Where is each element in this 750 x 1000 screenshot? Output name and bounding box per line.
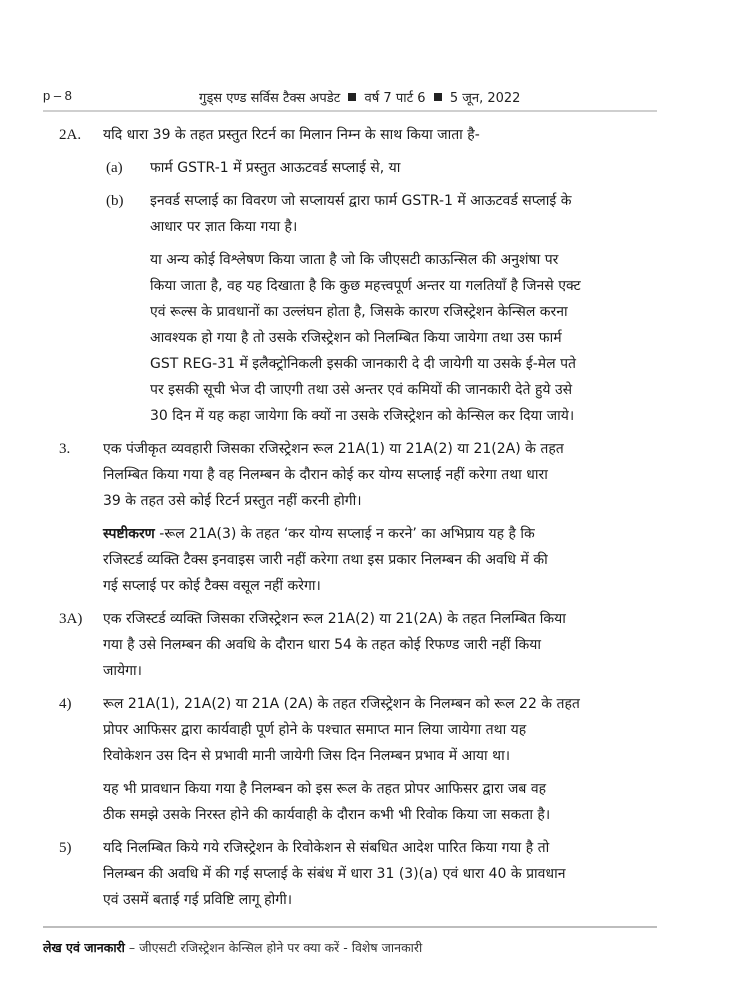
text-line: आधार पर ज्ञात किया गया है। bbox=[150, 219, 298, 235]
explanation-text bbox=[103, 521, 688, 599]
clause-number: (b) bbox=[106, 193, 124, 209]
footer-label: लेख एवं जानकारी bbox=[43, 940, 125, 955]
explanation-label: स्पष्टीकरण bbox=[103, 526, 155, 542]
text-line: 30 दिन में यह कहा जायेगा कि क्यों ना उसके रजिस्ट्रेशन को केन्सिल कर दिया जाये। bbox=[150, 408, 575, 424]
section-text bbox=[103, 691, 688, 769]
page-header bbox=[43, 88, 657, 108]
text-line: यदि निलम्बित किये गये रजिस्ट्रेशन के रिवोकेशन से संबधित आदेश पारित किया गया है तो bbox=[103, 840, 550, 856]
section-text bbox=[103, 436, 688, 514]
clause-b bbox=[0, 188, 750, 240]
text-line: या अन्य कोई विश्लेषण किया जाता है जो कि जीएसटी काऊन्सिल की अनुशंषा पर bbox=[150, 252, 559, 268]
clause-text bbox=[150, 155, 690, 181]
section-text bbox=[103, 122, 688, 148]
explanation-paragraph bbox=[0, 521, 750, 599]
running-title bbox=[199, 88, 520, 106]
page-footer-area bbox=[43, 926, 657, 956]
header-divider bbox=[43, 110, 657, 112]
text-line: किया जाता है, वह यह दिखाता है कि कुछ महत्त्वपूर्ण अन्तर या गलतियाँ है जिनसे एक्ट bbox=[150, 278, 581, 294]
text-line: यह भी प्रावधान किया गया है निलम्बन को इस रूल के तहत प्रोपर आफिसर द्वारा जब वह bbox=[103, 781, 547, 797]
text-line: यदि धारा 39 के तहत प्रस्तुत रिटर्न का मिलान निम्न के साथ किया जाता है- bbox=[103, 127, 480, 143]
text-line: एक पंजीकृत व्यवहारी जिसका रजिस्ट्रेशन रूल 21A(1) या 21A(2) या 21(2A) के तहत bbox=[103, 441, 564, 457]
section-number: 2A. bbox=[59, 127, 82, 143]
text-span: -रूल 21A(3) के तहत ‘कर योग्य सप्लाई न करने’ का अभिप्राय यह है कि bbox=[154, 526, 535, 542]
section-number: 4) bbox=[59, 696, 72, 712]
text-line: पर इसकी सूची भेज दी जाएगी तथा उसे अन्तर एवं कमियों की जानकारी देते हुये उसे bbox=[150, 382, 573, 398]
paragraph-text bbox=[150, 247, 690, 429]
footer-separator: – bbox=[124, 940, 140, 955]
text-line: प्रोपर आफिसर द्वारा कार्यवाही पूर्ण होने के पश्चात समाप्त मान लिया जायेगा तथा यह bbox=[103, 722, 527, 738]
text-line: रूल 21A(1), 21A(2) या 21A (2A) के तहत रजिस्ट्रेशन के निलम्बन को रूल 22 के तहत bbox=[103, 696, 580, 712]
page-footer bbox=[43, 939, 657, 956]
section-4 bbox=[0, 691, 750, 769]
text-line: आवश्यक हो गया है तो उसके रजिस्ट्रेशन को निलम्बित किया जायेगा तथा उस फार्म bbox=[150, 330, 562, 346]
text-line: एवं रूल्स के प्रावधानों का उल्लंघन होता है, जिसके कारण रजिस्ट्रेशन केन्सिल करना bbox=[150, 304, 568, 320]
section-2a bbox=[0, 122, 750, 148]
text-line: एक रजिस्टर्ड व्यक्ति जिसका रजिस्ट्रेशन रूल 21A(2) या 21(2A) के तहत निलम्बित किया bbox=[103, 611, 566, 627]
section-number: 3A) bbox=[59, 611, 83, 627]
volume-info: वर्ष 7 पार्ट 6 bbox=[364, 91, 426, 106]
text-line: एवं उसमें बताई गई प्रविष्टि लागू होगी। bbox=[103, 892, 293, 908]
square-bullet-icon bbox=[434, 93, 442, 101]
section-text bbox=[103, 606, 688, 684]
text-line: रजिस्टर्ड व्यक्ति टैक्स इनवाइस जारी नहीं करेगा तथा इस प्रकार निलम्बन की अवधि में की bbox=[103, 552, 548, 568]
clause-text bbox=[150, 188, 690, 240]
section-number: 3. bbox=[59, 441, 71, 457]
section-5 bbox=[0, 835, 750, 913]
publication-title: गुड्स एण्ड सर्विस टैक्स अपडेट bbox=[199, 91, 341, 106]
text-line: 39 के तहत उसे कोई रिटर्न प्रस्तुत नहीं करनी होगी। bbox=[103, 493, 362, 509]
provision-text bbox=[103, 776, 688, 828]
text-line: रिवोकेशन उस दिन से प्रभावी मानी जायेगी जिस दिन निलम्बन प्रभाव में आया था। bbox=[103, 748, 510, 764]
provision-paragraph bbox=[0, 776, 750, 828]
clause-number: (a) bbox=[106, 160, 123, 176]
text-line: ठीक समझे उसके निरस्त होने की कार्यवाही के दौरान कभी भी रिवोक किया जा सकता है। bbox=[103, 807, 551, 823]
text-line: फार्म GSTR-1 में प्रस्तुत आऊटवर्ड सप्लाई से, या bbox=[150, 160, 401, 176]
section-text bbox=[103, 835, 688, 913]
text-line: इनवर्ड सप्लाई का विवरण जो सप्लायर्स द्वारा फार्म GSTR-1 में आऊटवर्ड सप्लाई के bbox=[150, 193, 572, 209]
section-3a bbox=[0, 606, 750, 684]
text-line: निलम्बित किया गया है वह निलम्बन के दौरान कोई कर योग्य सप्लाई नहीं करेगा तथा धारा bbox=[103, 467, 548, 483]
paragraph-analysis bbox=[0, 247, 750, 429]
square-bullet-icon bbox=[348, 93, 356, 101]
document-body bbox=[0, 122, 750, 920]
section-number: 5) bbox=[59, 840, 72, 856]
page-number: p – 8 bbox=[43, 88, 72, 103]
text-line: GST REG-31 में इलैक्ट्रोनिकली इसकी जानकारी दे दी जायेगी या उसके ई-मेल पते bbox=[150, 356, 577, 372]
clause-a bbox=[0, 155, 750, 181]
footer-text: जीएसटी रजिस्ट्रेशन केन्सिल होने पर क्या करें - विशेष जानकारी bbox=[139, 940, 423, 955]
section-3 bbox=[0, 436, 750, 514]
text-line: जायेगा। bbox=[103, 663, 142, 679]
text-line: निलम्बन की अवधि में की गई सप्लाई के संबंध में धारा 31 (3)(a) एवं धारा 40 के प्रावधान bbox=[103, 866, 566, 882]
text-line: गया है उसे निलम्बन की अवधि के दौरान धारा 54 के तहत कोई रिफण्ड जारी नहीं किया bbox=[103, 637, 542, 653]
text-line: गई सप्लाई पर कोई टैक्स वसूल नहीं करेगा। bbox=[103, 578, 321, 594]
text-line bbox=[103, 521, 688, 547]
footer-divider bbox=[43, 926, 657, 928]
issue-date: 5 जून, 2022 bbox=[449, 91, 521, 106]
